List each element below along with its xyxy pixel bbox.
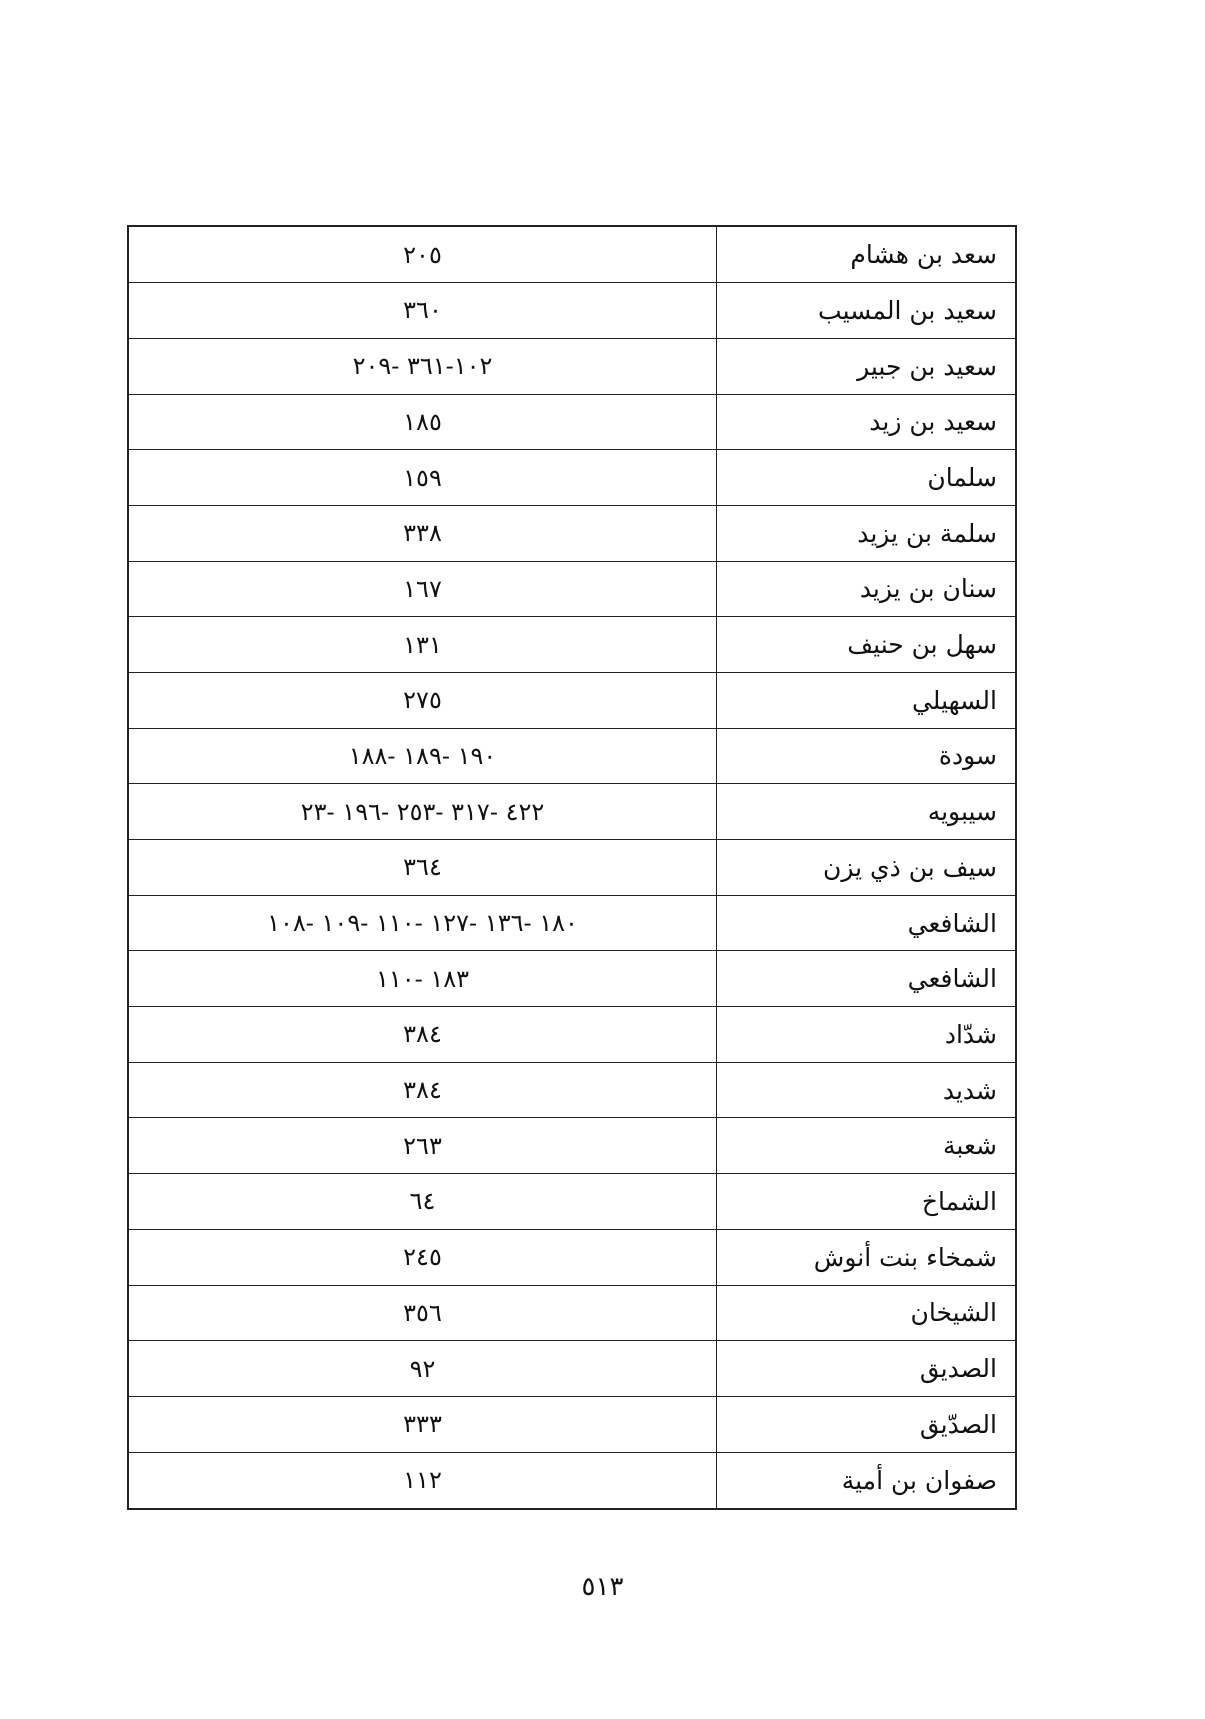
- page-references: ٢٧٥: [128, 672, 717, 728]
- page-references: ١٣١: [128, 617, 717, 673]
- person-name: شديد: [717, 1062, 1017, 1118]
- index-row: [128, 450, 1016, 506]
- person-name: الشماخ: [717, 1174, 1017, 1230]
- index-row: [128, 283, 1016, 339]
- page-references: ٩٢: [128, 1341, 717, 1397]
- name-index-table: [127, 225, 1017, 1510]
- page-references: ١١٢: [128, 1452, 717, 1509]
- index-row: [128, 951, 1016, 1007]
- page-references: ٣٨٤: [128, 1007, 717, 1063]
- person-name: شعبة: [717, 1118, 1017, 1174]
- page-references: ٦٤: [128, 1174, 717, 1230]
- page-references: ٤٢٢ -٣١٧ -٢٥٣ -١٩٦ -٢٣: [128, 784, 717, 840]
- index-row: [128, 895, 1016, 951]
- index-row: [128, 728, 1016, 784]
- page-references: ٣٨٤: [128, 1062, 717, 1118]
- page-references: ٣٥٦: [128, 1285, 717, 1341]
- page-references: ٢٦٣: [128, 1118, 717, 1174]
- person-name: الشيخان: [717, 1285, 1017, 1341]
- person-name: سودة: [717, 728, 1017, 784]
- page-references: ١٨٣ -١١٠: [128, 951, 717, 1007]
- person-name: سيبويه: [717, 784, 1017, 840]
- page-number: ٥١٣: [581, 1572, 624, 1602]
- person-name: سلمة بن يزيد: [717, 505, 1017, 561]
- index-row: [128, 1452, 1016, 1509]
- index-row: [128, 394, 1016, 450]
- index-row: [128, 1341, 1016, 1397]
- page-references: ٣٣٣: [128, 1396, 717, 1452]
- person-name: صفوان بن أمية: [717, 1452, 1017, 1509]
- person-name: سعد بن هشام: [717, 226, 1017, 283]
- page-references: ٣٦٤: [128, 840, 717, 896]
- person-name: سعيد بن المسيب: [717, 283, 1017, 339]
- index-row: [128, 338, 1016, 394]
- index-row: [128, 1174, 1016, 1230]
- index-row: [128, 1285, 1016, 1341]
- person-name: السهيلي: [717, 672, 1017, 728]
- person-name: شدّاد: [717, 1007, 1017, 1063]
- page-references: ١٨٠ -١٣٦ -١٢٧ -١١٠ -١٠٩ -١٠٨: [128, 895, 717, 951]
- person-name: سلمان: [717, 450, 1017, 506]
- person-name: الصدّيق: [717, 1396, 1017, 1452]
- index-row: [128, 1396, 1016, 1452]
- person-name: سهل بن حنيف: [717, 617, 1017, 673]
- page-references: ٣٣٨: [128, 505, 717, 561]
- index-row: [128, 1118, 1016, 1174]
- person-name: سنان بن يزيد: [717, 561, 1017, 617]
- page-references: ١٩٠ -١٨٩ -١٨٨: [128, 728, 717, 784]
- person-name: الشافعي: [717, 951, 1017, 1007]
- page-references: ٢٠٥: [128, 226, 717, 283]
- index-row: [128, 1229, 1016, 1285]
- page-references: ٣٦٠: [128, 283, 717, 339]
- person-name: سيف بن ذي يزن: [717, 840, 1017, 896]
- page-references: ١٦٧: [128, 561, 717, 617]
- index-row: [128, 1007, 1016, 1063]
- page-references: ٢٤٥: [128, 1229, 717, 1285]
- person-name: الشافعي: [717, 895, 1017, 951]
- index-row: [128, 1062, 1016, 1118]
- index-row: [128, 226, 1016, 283]
- person-name: سعيد بن زيد: [717, 394, 1017, 450]
- index-row: [128, 505, 1016, 561]
- index-table-body: [128, 226, 1016, 1509]
- person-name: الصديق: [717, 1341, 1017, 1397]
- page-references: ١٠٢-٣٦١ -٢٠٩: [128, 338, 717, 394]
- page-references: ١٨٥: [128, 394, 717, 450]
- index-row: [128, 617, 1016, 673]
- index-row: [128, 840, 1016, 896]
- index-row: [128, 561, 1016, 617]
- index-row: [128, 672, 1016, 728]
- index-row: [128, 784, 1016, 840]
- person-name: سعيد بن جبير: [717, 338, 1017, 394]
- page-references: ١٥٩: [128, 450, 717, 506]
- person-name: شمخاء بنت أنوش: [717, 1229, 1017, 1285]
